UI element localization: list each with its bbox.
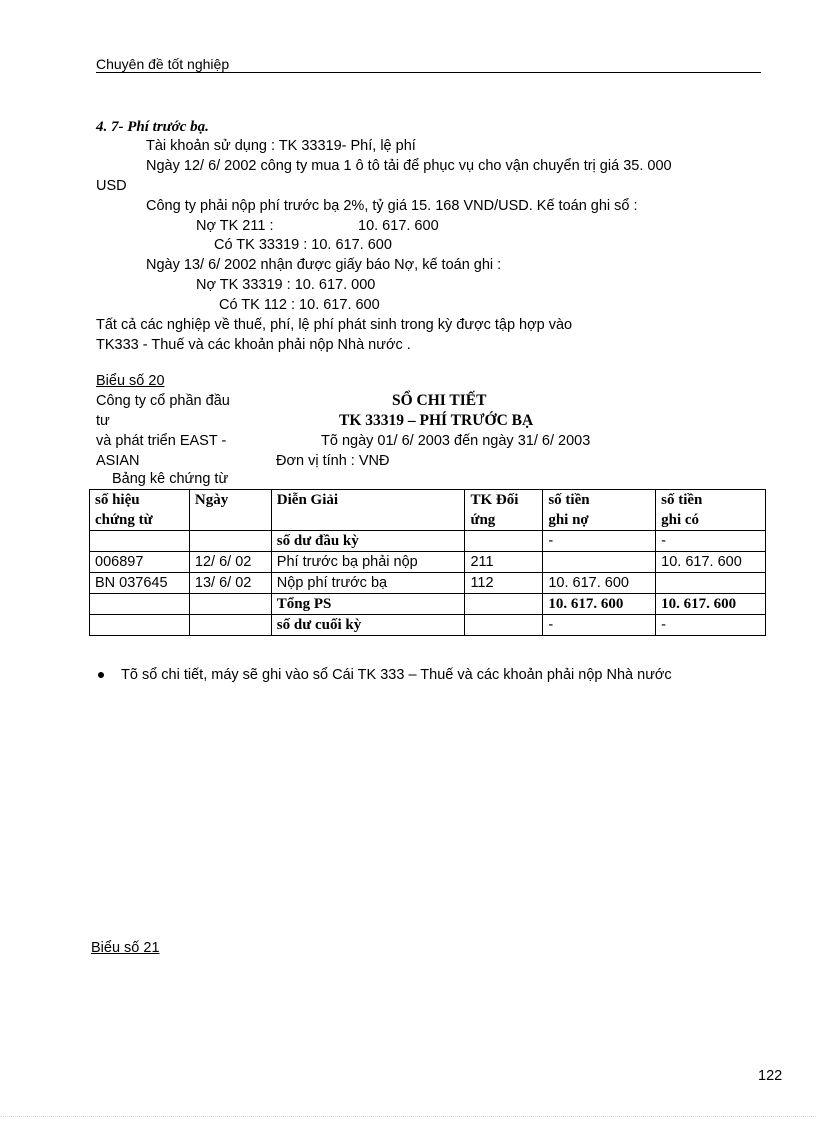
paragraph-line: TK333 - Thuế và các khoản phải nộp Nhà nước . xyxy=(96,337,411,353)
table-row: BN 037645 13/ 6/ 02 Nộp phí trước bạ 112 10. 617. 600 xyxy=(90,573,766,594)
table-row-total: Tổng PS 10. 617. 600 10. 617. 600 xyxy=(90,594,766,615)
table-header-row xyxy=(90,490,766,531)
journal-debit-amount: 10. 617. 600 xyxy=(358,218,439,234)
table-row: 006897 12/ 6/ 02 Phí trước bạ phải nộp 211 10. 617. 600 xyxy=(90,552,766,573)
paragraph-line: Tất cả các nghiệp về thuế, phí, lệ phí phát sinh trong kỳ được tập hợp vào xyxy=(96,317,573,333)
bullet-note: Tõ sổ chi tiết, máy sẽ ghi vào sổ Cái TK 333 – Thuế và các khoản phải nộp Nhà nước xyxy=(121,667,672,683)
ledger-unit: Đơn vị tính : VNĐ xyxy=(276,453,390,469)
table-caption: Bảng kê chứng từ xyxy=(112,471,229,487)
paragraph-line: Ngày 13/ 6/ 2002 nhận được giấy báo Nợ, kế toán ghi : xyxy=(146,257,502,273)
document-header: Chuyên đề tốt nghiệp xyxy=(96,56,230,72)
ledger-subtitle: TK 33319 – PHÍ TRƯỚC BẠ xyxy=(339,412,534,429)
journal-debit-entry: Nợ TK 33319 : 10. 617. 000 xyxy=(196,277,376,293)
paragraph-line: USD xyxy=(96,178,127,194)
journal-debit-label: Nợ TK 211 : xyxy=(196,218,274,234)
ledger-table xyxy=(89,489,766,636)
section-heading: 4. 7- Phí trước bạ. xyxy=(96,119,209,135)
ledger-period: Tõ ngày 01/ 6/ 2003 đến ngày 31/ 6/ 2003 xyxy=(321,433,591,449)
paragraph-line: Công ty phải nộp phí trước bạ 2%, tỷ giá 15. 168 VND/USD. Kế toán ghi sổ : xyxy=(146,198,638,214)
column-header: số tiền ghi nợ xyxy=(543,490,656,531)
table-row: số dư đầu kỳ - - xyxy=(90,531,766,552)
company-name-line: tư xyxy=(96,413,110,429)
column-header: số tiền ghi có xyxy=(656,490,766,531)
form-label: Biểu số 21 xyxy=(91,940,160,956)
form-label: Biểu số 20 xyxy=(96,373,165,389)
bullet-icon xyxy=(98,672,104,678)
page-number: 122 xyxy=(758,1068,783,1084)
journal-credit-entry: Có TK 33319 : 10. 617. 600 xyxy=(214,237,392,253)
column-header: Ngày xyxy=(189,490,271,531)
table-row: số dư cuối kỳ - - xyxy=(90,615,766,636)
paragraph-line: Ngày 12/ 6/ 2002 công ty mua 1 ô tô tải để phục vụ cho vận chuyển trị giá 35. 000 xyxy=(146,158,672,174)
company-name-line: Công ty cổ phần đầu xyxy=(96,393,230,409)
ledger-title: SỔ CHI TIẾT xyxy=(392,392,487,409)
column-header: Diễn Giải xyxy=(271,490,465,531)
column-header: TK Đối ứng xyxy=(465,490,543,531)
journal-credit-entry: Có TK 112 : 10. 617. 600 xyxy=(219,297,380,313)
column-header: số hiệu chứng từ xyxy=(90,490,190,531)
company-name-line: và phát triển EAST - xyxy=(96,433,227,449)
footer-divider xyxy=(0,1116,816,1117)
header-divider xyxy=(96,72,761,73)
paragraph-line: Tài khoản sử dụng : TK 33319- Phí, lệ phí xyxy=(146,138,416,154)
company-name-line: ASIAN xyxy=(96,453,140,469)
